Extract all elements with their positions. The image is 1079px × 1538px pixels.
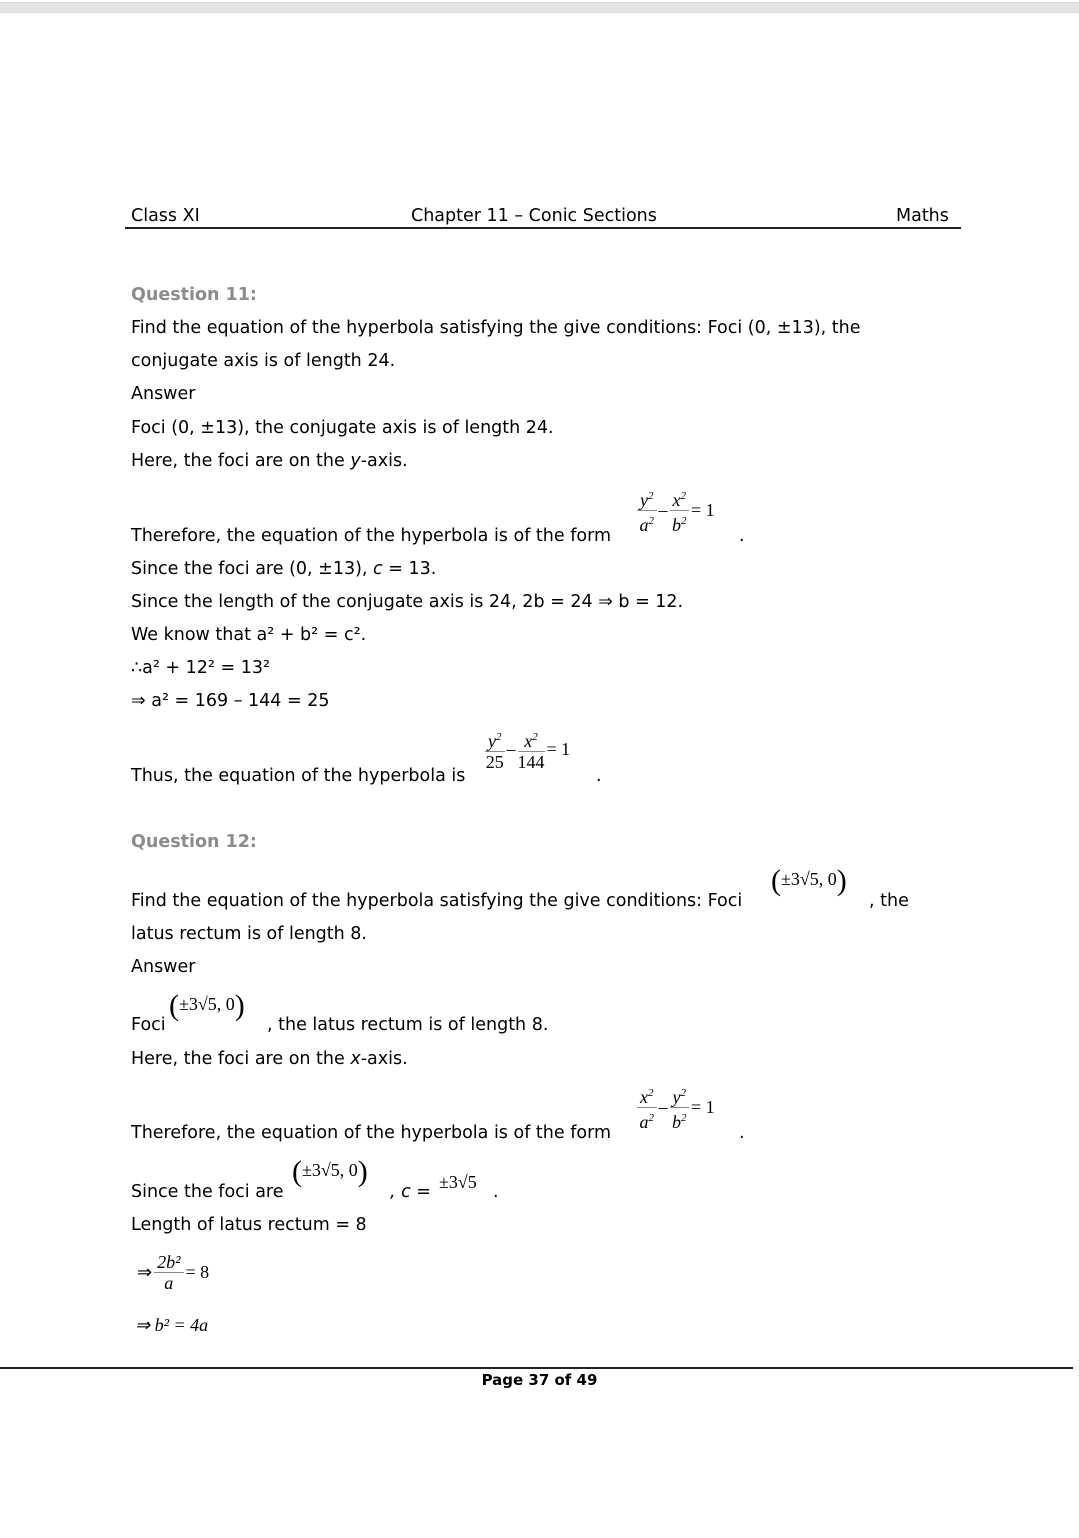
q11-general-form-equation: $\frac{y^2}{a^2}$ – $\frac{x^2}{b^2}$ = 1 (637, 486, 717, 535)
q12-answer-line1-label: Foci (131, 1015, 166, 1035)
q11-result-equation: $\frac{y^2}{25}$ – $\frac{x^2}{144}$ = 1 (485, 727, 572, 772)
q11-answer-line1: Foci (0, ±13), the conjugate axis is of length 24. (131, 418, 554, 438)
q12-answer-line5: Length of latus rectum = 8 (131, 1215, 367, 1235)
q12-text-line1: Find the equation of the hyperbola satisfying the give conditions: Foci (131, 891, 743, 911)
q11-answer-label: Answer (131, 384, 196, 404)
viewer-top-bar (0, 2, 1079, 13)
header-subject: Maths (896, 206, 949, 226)
q12-foci-expression: (±3√5, 0) (292, 1155, 368, 1188)
q12-foci-expression: (±3√5, 0) (771, 864, 847, 897)
q12-text-line2: latus rectum is of length 8. (131, 924, 367, 944)
q12-c-value: ±3√5 (439, 1172, 477, 1192)
q12-foci-expression: (±3√5, 0) (169, 989, 245, 1022)
period: . (493, 1182, 499, 1202)
q11-answer-line7: ∴a² + 12² = 13² (131, 658, 271, 678)
header-class: Class XI (131, 206, 200, 226)
q11-answer-line2: Here, the foci are on the y-axis. (131, 451, 408, 471)
q11-text-line2: conjugate axis is of length 24. (131, 351, 396, 371)
page-number: Page 37 of 49 (481, 1371, 598, 1389)
q11-text-line1: Find the equation of the hyperbola satisfying the give conditions: Foci (0, ±13), the (131, 318, 861, 338)
q12-general-form-equation: $\frac{x^2}{a^2}$ – $\frac{y^2}{b^2}$ = 1 (637, 1083, 717, 1132)
q12-answer-label: Answer (131, 957, 196, 977)
q11-answer-line5: Since the length of the conjugate axis is 24, 2b = 24 ⇒ b = 12. (131, 592, 684, 612)
q12-answer-line3: Therefore, the equation of the hyperbola is of the form (131, 1123, 612, 1143)
q12-step-b-squared: ⇒ b² = 4a (135, 1315, 209, 1335)
header-divider (125, 227, 961, 229)
q11-answer-line9: Thus, the equation of the hyperbola is (131, 766, 466, 786)
period: . (596, 766, 602, 786)
q11-answer-line8: ⇒ a² = 169 – 144 = 25 (131, 691, 330, 711)
period: . (739, 1123, 745, 1143)
footer-divider (0, 1367, 1073, 1369)
q12-text-line1-end: , the (869, 891, 909, 911)
header-chapter: Chapter 11 – Conic Sections (411, 206, 657, 226)
q12-answer-line1: , the latus rectum is of length 8. (267, 1015, 549, 1035)
question-11-title: Question 11: (131, 285, 257, 305)
q11-answer-line6: We know that a² + b² = c². (131, 625, 367, 645)
period: . (739, 526, 745, 546)
q11-answer-line3: Therefore, the equation of the hyperbola is of the form (131, 526, 612, 546)
q12-answer-line2: Here, the foci are on the x-axis. (131, 1049, 408, 1069)
q12-step-latus-rectum: ⇒ $\frac{\text{2b²}}{a}$ = 8 (137, 1252, 210, 1293)
q12-c-label: , c = (390, 1182, 431, 1202)
q11-answer-line4: Since the foci are (0, ±13), c = 13. (131, 559, 437, 579)
q12-answer-line4-label: Since the foci are (131, 1182, 284, 1202)
question-12-title: Question 12: (131, 832, 257, 852)
